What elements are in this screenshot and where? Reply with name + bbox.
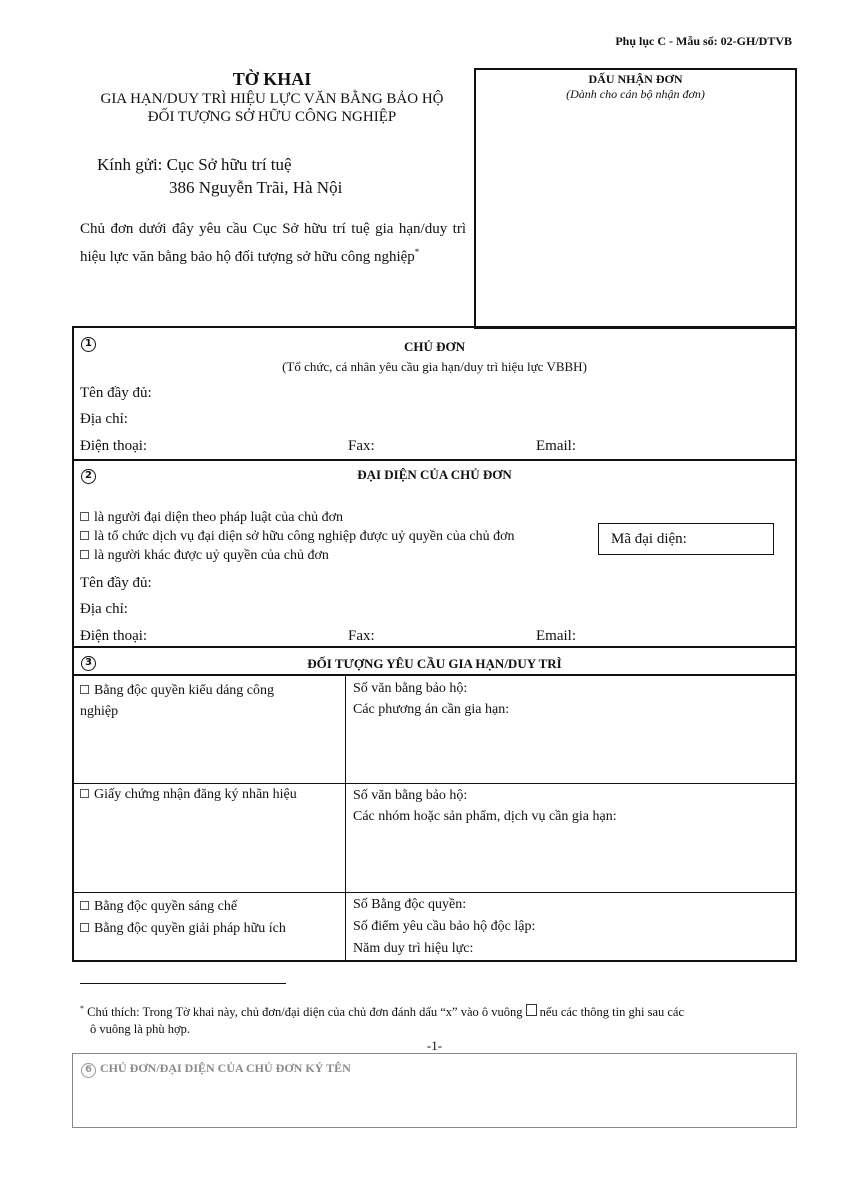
section1-full-name-label: Tên đầy đủ: (80, 385, 152, 401)
section6-box (72, 1053, 797, 1128)
field-cert-number-label: Số văn bằng bảo hộ: (353, 681, 468, 696)
stamp-box-subtitle: (Dành cho cán bộ nhận đơn) (566, 87, 705, 101)
section2-title: ĐẠI DIỆN CỦA CHỦ ĐƠN (357, 467, 512, 482)
patent-option[interactable]: Bằng độc quyền sáng chế (80, 896, 286, 918)
item-industrial-design[interactable] (80, 680, 340, 722)
divider (72, 459, 797, 461)
row-divider (72, 892, 797, 893)
section2-fax-label: Fax: (348, 628, 375, 644)
form-subtitle-line1: GIA HẠN/DUY TRÌ HIỆU LỰC VĂN BẰNG BẢO HỘ (100, 91, 444, 107)
footnote-text-after: nếu các thông tin ghi sau các (539, 1005, 685, 1020)
section2-email-label: Email: (536, 628, 576, 644)
industrial-design-line2: nghiệp (80, 704, 119, 719)
industrial-design-fields (353, 678, 509, 720)
checkbox-icon (526, 1004, 537, 1016)
rep-option-other-label: là người khác được uỷ quyền của chủ đơn (94, 548, 329, 563)
section1-title: CHỦ ĐƠN (403, 339, 466, 354)
form-title-block (72, 68, 472, 126)
form-main-box (72, 326, 797, 962)
checkbox-icon[interactable] (80, 685, 89, 694)
rep-option-service-org[interactable] (80, 529, 515, 545)
field-patent-number-label: Số Bằng độc quyền: (353, 897, 467, 912)
footnote-rule (80, 983, 286, 984)
section6-number-icon: 6 (81, 1059, 96, 1078)
row-divider (72, 783, 797, 784)
intro-paragraph (80, 218, 466, 269)
section2-number-icon: 2 (81, 465, 96, 484)
industrial-design-line1: Bằng độc quyền kiểu dáng công (80, 680, 340, 701)
rep-option-other[interactable] (80, 548, 329, 564)
field-cert-number-label: Số văn bằng bảo hộ: (353, 788, 468, 803)
section2-phone-label: Điện thoại: (80, 628, 148, 644)
appendix-label: Phụ lục C - Mẫu số: 02-GH/DTVB (615, 34, 792, 48)
field-maintenance-year-label: Năm duy trì hiệu lực: (353, 941, 474, 956)
section6-title: CHỦ ĐƠN/ĐẠI DIỆN CỦA CHỦ ĐƠN KÝ TÊN (100, 1061, 351, 1075)
divider (72, 646, 797, 648)
utility-solution-option[interactable]: Bằng độc quyền giải pháp hữu ích (80, 918, 286, 940)
footnote-mark: * (80, 1004, 84, 1013)
item-patent (80, 896, 286, 940)
section1-email-label: Email: (536, 438, 576, 454)
checkbox-icon[interactable] (80, 550, 89, 559)
patent-fields (353, 894, 535, 960)
section1-phone-label: Điện thoại: (80, 438, 148, 454)
column-divider (345, 675, 346, 961)
section2-address-label: Địa chỉ: (80, 601, 128, 617)
footnote-text-before: Chú thích: Trong Tờ khai này, chủ đơn/đại diện của chủ đơn đánh dấu “x” vào ô vuông (87, 1005, 523, 1020)
rep-option-legal-label: là người đại diện theo pháp luật của chủ đơn (94, 510, 344, 525)
checkbox-icon[interactable] (80, 531, 89, 540)
field-independent-claims-label: Số điểm yêu cầu bảo hộ độc lập: (353, 919, 536, 934)
item-trademark[interactable] (80, 787, 297, 803)
rep-option-service-org-label: là tổ chức dịch vụ đại diện sở hữu công nghiệp được uỷ quyền của chủ đơn (94, 529, 515, 544)
stamp-box (474, 68, 797, 329)
section1-address-label: Địa chỉ: (80, 411, 128, 427)
checkbox-icon[interactable] (80, 789, 89, 798)
checkbox-icon[interactable] (80, 512, 89, 521)
stamp-box-title: DẤU NHẬN ĐƠN (588, 72, 683, 86)
divider (72, 674, 797, 676)
recipient-line1: Kính gửi: Cục Sở hữu trí tuệ (97, 155, 292, 174)
footnote-line2: ô vuông là phù hợp. (90, 1022, 191, 1037)
rep-option-legal[interactable] (80, 510, 343, 526)
trademark-label: Giấy chứng nhận đăng ký nhãn hiệu (94, 787, 297, 802)
section3-number-icon: 3 (81, 652, 96, 671)
form-title: TỜ KHAI (232, 69, 312, 89)
section1-subtitle: (Tổ chức, cá nhân yêu cầu gia hạn/duy trì hiệu lực VBBH) (282, 359, 587, 374)
field-variants-label: Các phương án cần gia hạn: (353, 702, 510, 717)
recipient-line2: 386 Nguyễn Trãi, Hà Nội (169, 178, 343, 197)
section1-fax-label: Fax: (348, 438, 375, 454)
rep-code-box[interactable] (598, 523, 774, 555)
form-subtitle-line2: ĐỐI TƯỢNG SỞ HỮU CÔNG NGHIỆP (147, 109, 397, 125)
intro-text: Chủ đơn dưới đây yêu cầu Cục Sở hữu trí tuệ gia hạn/duy trì hiệu lực văn bằng bảo hộ đối tượng sở hữu công nghiệp (80, 221, 466, 265)
section1-number-icon: 1 (81, 333, 96, 352)
intro-footnote-mark: * (414, 247, 420, 257)
section3-title: ĐỐI TƯỢNG YÊU CẦU GIA HẠN/DUY TRÌ (307, 656, 562, 671)
field-goods-services-label: Các nhóm hoặc sản phẩm, dịch vụ cần gia hạn: (353, 809, 617, 824)
checkbox-icon[interactable] (80, 901, 89, 910)
section2-full-name-label: Tên đầy đủ: (80, 575, 152, 591)
trademark-fields (353, 785, 617, 827)
footnote (80, 1000, 790, 1038)
rep-code-label: Mã đại diện: (611, 531, 687, 547)
page-number: -1- (426, 1038, 443, 1053)
checkbox-icon[interactable] (80, 923, 89, 932)
